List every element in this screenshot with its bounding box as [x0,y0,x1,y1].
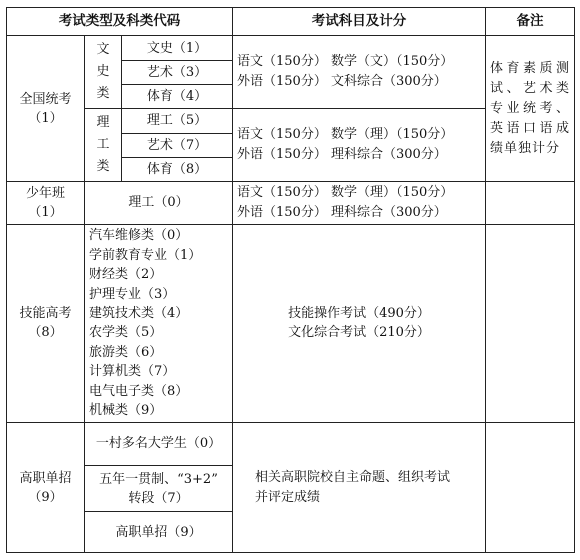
liberal-item-cell: 体育（4） [122,84,233,108]
vocational-subjects-line: 并评定成绩 [255,489,321,505]
vocational-item-cell [85,465,233,512]
vocational-exam-name: 高职单招 [19,470,72,486]
list-item: 财经类（2） [89,267,163,283]
science-group-cell [85,109,122,182]
science-subjects-cell [233,109,486,182]
liberal-group-char: 文 [96,42,110,58]
youth-class-name: 少年班 [25,185,65,201]
list-item: 农学类（5） [89,325,163,341]
list-item: 建筑技术类（4） [89,306,189,322]
vocational-exam-cell [7,423,85,553]
skill-subjects-cell [233,224,486,423]
science-group-char: 工 [96,137,110,153]
vocational-exam-code: （9） [28,489,63,505]
header-category: 考试类型及科类代码 [7,8,233,36]
vocational-item-line: 五年一贯制、“3+2” [99,471,218,487]
liberal-subjects-line: 外语（150分） 文科综合（300分） [237,74,447,90]
science-group-char: 类 [96,159,110,175]
exam-category-table [6,7,575,553]
science-group-char: 理 [96,115,110,131]
list-item: 护理专业（3） [89,286,176,302]
vocational-item-cell: 一村多名大学生（0） [85,423,233,466]
vocational-item-cell: 高职单招（9） [85,512,233,553]
list-item: 计算机类（7） [89,364,176,380]
skill-exam-code: （8） [28,325,63,341]
liberal-group-char: 类 [96,86,110,102]
liberal-group-cell [85,36,122,109]
science-item-cell: 艺术（7） [122,133,233,157]
national-exam-code: （1） [28,110,63,126]
youth-remark-cell [486,182,575,225]
table-row [7,224,575,423]
skill-subjects-line: 技能操作考试（490分） [288,306,430,322]
table-header-row [7,8,575,36]
liberal-subjects-line: 语文（150分） 数学（文）（150分） [237,54,454,70]
list-item: 旅游类（6） [89,344,163,360]
vocational-subjects-line: 相关高职院校自主命题、组织考试 [255,469,451,485]
national-remark-cell: 体育素质测试、艺术类专业统考、英语口语成绩单独计分 [486,36,575,182]
list-item: 学前教育专业（1） [89,247,202,263]
science-item-cell: 体育（8） [122,157,233,181]
liberal-item-cell: 文史（1） [122,36,233,60]
skill-exam-name: 技能高考 [19,306,72,322]
youth-subjects-line: 语文（150分） 数学（理）（150分） [237,184,454,200]
youth-subjects-cell [233,182,486,225]
table-row [7,36,575,60]
skill-subjects-line: 文化综合考试（210分） [288,325,430,341]
liberal-subjects-cell [233,36,486,109]
list-item: 机械类（9） [89,403,163,419]
youth-subjects-line: 外语（150分） 理科综合（300分） [237,204,447,220]
header-remark: 备注 [486,8,575,36]
table-row [7,182,575,225]
youth-item-cell: 理工（0） [85,182,233,225]
vocational-item-line: 转段（7） [128,490,189,506]
youth-class-code: （1） [28,204,63,220]
science-subjects-line: 外语（150分） 理科综合（300分） [237,147,447,163]
list-item: 汽车维修类（0） [89,228,189,244]
table-row [7,423,575,466]
national-exam-name: 全国统考 [19,91,72,107]
science-item-cell: 理工（5） [122,109,233,133]
liberal-item-cell: 艺术（3） [122,60,233,84]
list-item: 电气电子类（8） [89,383,189,399]
national-exam-cell [7,36,85,182]
header-subjects: 考试科目及计分 [233,8,486,36]
skill-categories-cell [85,224,233,423]
skill-exam-cell [7,224,85,423]
liberal-group-char: 史 [96,64,110,80]
vocational-remark-cell [486,423,575,553]
vocational-subjects-cell [233,423,486,553]
skill-remark-cell [486,224,575,423]
science-subjects-line: 语文（150分） 数学（理）（150分） [237,127,454,143]
youth-class-cell [7,182,85,225]
